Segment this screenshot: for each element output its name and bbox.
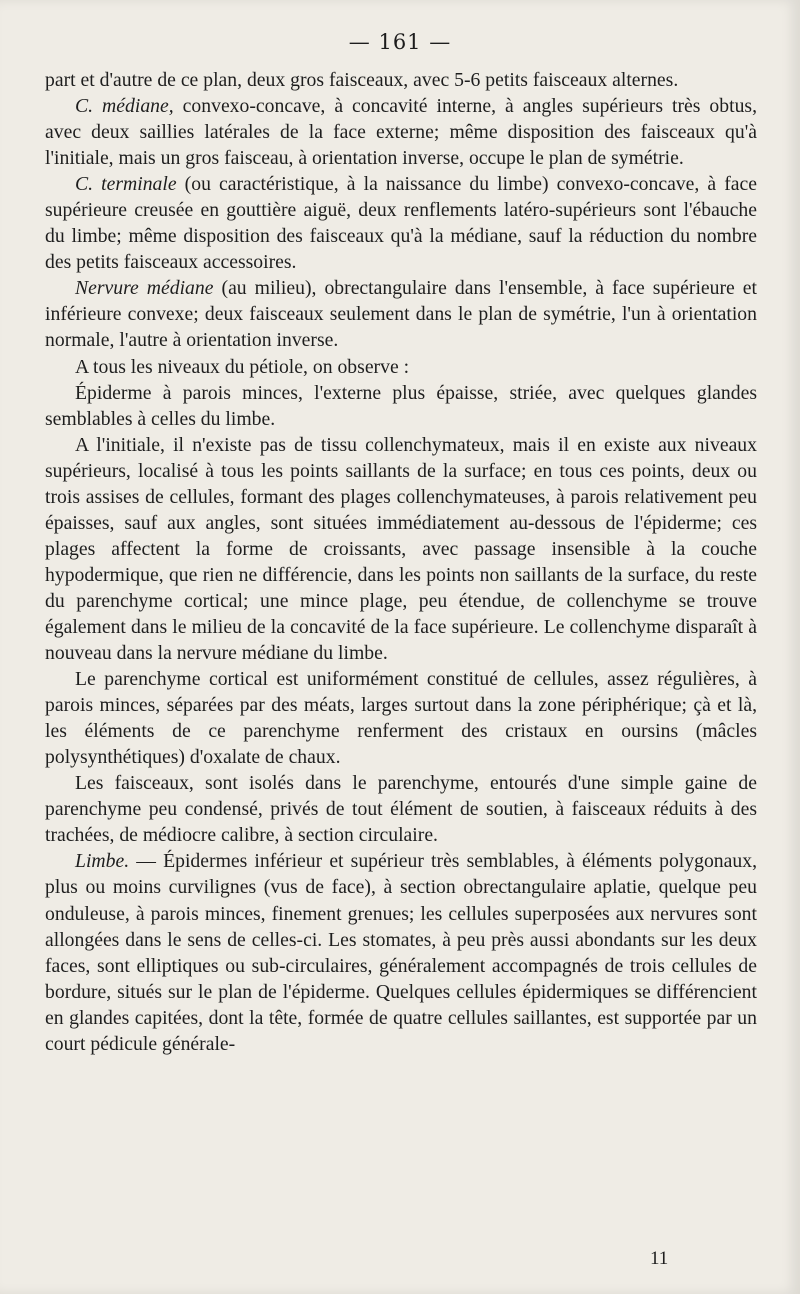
paragraph-text: Les faisceaux, sont isolés dans le parenchyme, entourés d'une simple gaine de parenchyme peu condensé, privés de tout élément de soutien, à faisceaux réduits à des trachées, de médiocre calibre, à section circulaire. [45,772,757,847]
paragraph-text: part et d'autre de ce plan, deux gros faisceaux, avec 5-6 petits faisceaux alternes. [45,69,679,91]
section-lead: Nervure médiane [75,277,214,300]
paragraph [45,848,757,1056]
body-text [45,67,757,1057]
section-lead: Limbe. [75,850,130,873]
page-number: — 161 — [348,30,452,54]
section-lead: C. médiane, [75,95,174,118]
paragraph-text: (ou caractéristique, à la naissance du limbe) convexo-concave, à face supérieure creusée en gouttière aiguë, deux renflements latéro-supérieurs sont l'ébauche du limbe; même disposition des faisceaux qu'à la médiane, sauf la réduction du nombre des petits faisceaux accessoires. [45,173,757,274]
paragraph [45,171,757,275]
paragraph [45,380,757,432]
paragraph [45,354,757,380]
paragraph [45,67,757,93]
paragraph-text: convexo-concave, à concavité interne, à angles supérieurs très obtus, avec deux saillies latérales de la face externe; même disposition des faisceaux qu'à l'initiale, mais un gros faisceau, à orientation inverse, occupe le plan de symétrie. [45,95,758,170]
paragraph [45,275,757,353]
paragraph-text: Le parenchyme cortical est uniformément constitué de cellules, assez régulières, à parois minces, séparées par des méats, larges surtout dans la zone périphérique; çà et là, les éléments de ce parenchyme renferment des cristaux en oursins (mâcles polysynthétiques) d'oxalate de chaux. [45,668,757,769]
paragraph-text: Épiderme à parois minces, l'externe plus épaisse, striée, avec quelques glandes semblables à celles du limbe. [45,381,757,430]
paragraph [45,432,757,666]
paragraph-text: (au milieu), obrectangulaire dans l'ensemble, à face supérieure et inférieure convexe; deux faisceaux seulement dans le plan de symétrie, l'un à orientation normale, l'autre à orientation inverse. [45,277,758,352]
paragraph-text: A l'initiale, il n'existe pas de tissu collenchymateux, mais il en existe aux niveaux supérieurs, localisé à tous les points saillants de la surface; en tous ces points, deux ou trois assises de cellules, formant des plages collenchymateuses, à parois relativement peu épaisses, sauf aux angles, sont situées immédiatement au-dessous de l'épiderme; ces plages affectent la forme de croissants, avec passage insensible à la couche hypodermique, que rien ne différencie, dans les points non saillants de la surface, du reste du parenchyme cortical; une mince plage, peu étendue, de collenchyme se trouve également dans le milieu de la concavité de la face supérieure. Le collenchyme disparaît à nouveau dans la nervure médiane du limbe. [45,433,757,665]
paragraph [45,93,757,171]
paragraph [45,770,757,848]
section-lead: C. terminale [75,173,177,196]
paragraph-text: — Épidermes inférieur et supérieur très semblables, à éléments polygonaux, plus ou moins curvilignes (vus de face), à section obrectangulaire aplatie, quelque peu onduleuse, à parois minces, finement grenues; les cellules superposées aux nervures sont allongées dans le sens de celles-ci. Les stomates, à peu près aussi abondants sur les deux faces, sont elliptiques ou sub-circulaires, généralement accompagnés de trois cellules de bordure, situés sur le plan de l'épiderme. Quelques cellules épidermiques se différencient en glandes capitées, dont la tête, formée de quatre cellules saillantes, est supportée par un court pédicule générale- [45,850,757,1055]
signature-mark: 11 [650,1248,669,1269]
paragraph-text: A tous les niveaux du pétiole, on observe : [75,355,410,378]
paragraph [45,666,757,770]
